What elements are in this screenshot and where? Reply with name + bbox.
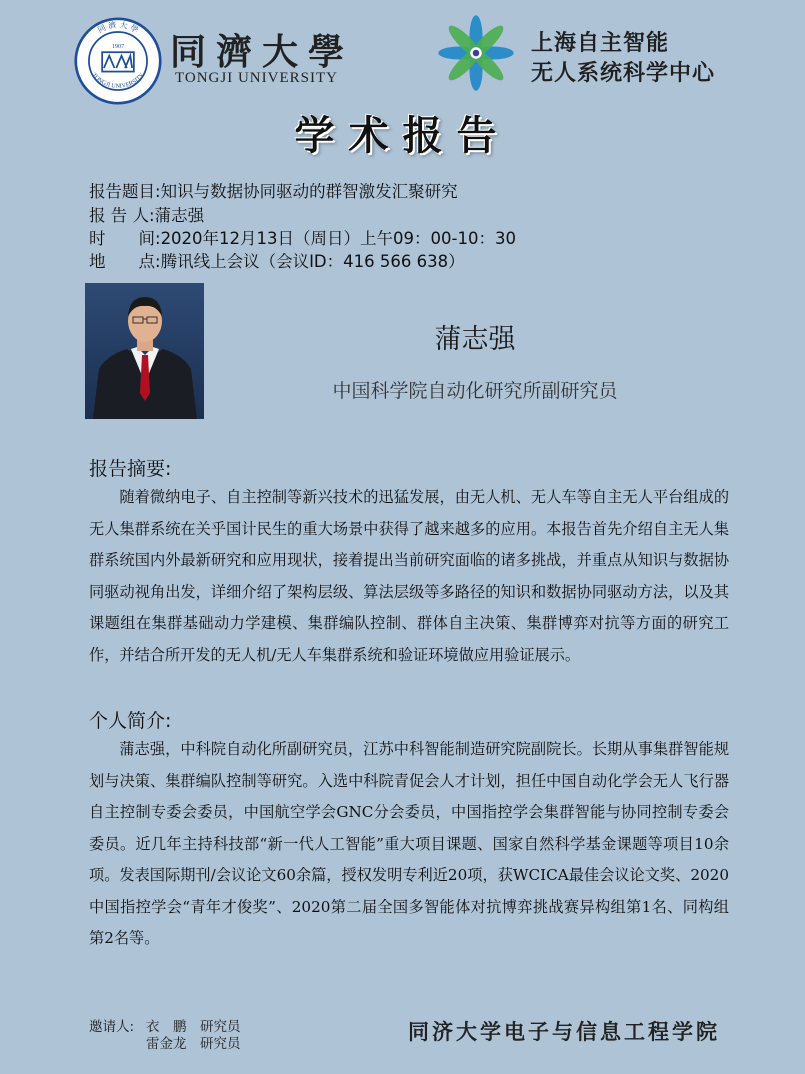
bio-text: 蒲志强，中科院自动化所副研究员，江苏中科智能制造研究院副院长。长期从事集群智能规划与决策、集群编队控制等研究。入选中科院青促会人才计划，担任中国自动化学会无人飞行器自主控制专委会委员，中国航空学会GNC分会委员，中国指控学会集群智能与协同控制专委会委员。近几年主持科技部“新一代人工智能”重大项目课题、国家自然科学基金课题等项目10余项。发表国际期刊/会议论文60余篇，授权发明专利近20项，获WCICA最佳会议论文奖、2020中国指控学会“青年才俊奖”、2020第二届全国多智能体对抗博弈挑战赛异构组第1名、同构组第2名等。	[89, 740, 729, 947]
topic-line	[89, 178, 458, 202]
inviter-1: 衣 鹏 研究员	[146, 1019, 241, 1035]
speaker-photo	[85, 283, 204, 419]
place-value: 腾讯线上会议（会议ID：416 566 638）	[160, 252, 465, 271]
place-label: 地 点:	[89, 252, 161, 271]
abstract-heading: 报告摘要:	[89, 458, 172, 480]
tongji-university-name-en: TONGJI UNIVERSITY	[175, 70, 338, 86]
speaker-name: 蒲志强	[434, 324, 516, 355]
speaker-affiliation: 中国科学院自动化研究所副研究员	[332, 380, 618, 402]
time-label: 时 间:	[89, 229, 161, 248]
place-line	[89, 248, 465, 272]
topic-label: 报告题目:	[89, 182, 161, 201]
abstract-text: 随着微纳电子、自主控制等新兴技术的迅猛发展，由无人机、无人车等自主无人平台组成的无人集群系统在关乎国计民生的重大场景中获得了越来越多的应用。本报告首先介绍自主无人集群系统国内外最新研究和应用现状，接着提出当前研究面临的诸多挑战，并重点从知识与数据协同驱动视角出发，详细介绍了架构层级、算法层级等多路径的知识和数据协同驱动方法，以及其课题组在集群基础动力学建模、集群编队控制、群体自主决策、集群博弈对抗等方面的研究工作，并结合所开发的无人机/无人车集群系统和验证环境做应用验证展示。	[89, 488, 729, 664]
center-name-line2: 无人系统科学中心	[531, 61, 716, 86]
speaker-label: 报 告 人:	[89, 206, 155, 225]
bio-heading: 个人简介:	[89, 710, 172, 732]
tongji-university-seal-logo	[74, 17, 162, 105]
inviter-label: 邀请人:	[89, 1019, 135, 1035]
inviter-2: 雷金龙 研究员	[146, 1036, 241, 1052]
time-value: 2020年12月13日（周日）上午09：00-10：30	[160, 229, 516, 248]
tongji-university-name-cn: 同濟大學	[170, 31, 355, 73]
svg-text:TONGJI UNIVERSITY: TONGJI UNIVERSITY	[90, 72, 146, 90]
svg-text:1907: 1907	[111, 43, 125, 50]
poster-title: 学术报告	[294, 112, 511, 159]
autonomous-systems-center-logo	[435, 12, 517, 94]
time-line	[89, 225, 516, 249]
topic-value: 知识与数据协同驱动的群智激发汇聚研究	[160, 182, 458, 201]
center-name-line1: 上海自主智能	[531, 31, 670, 56]
speaker-value: 蒲志强	[154, 206, 205, 225]
svg-text:同 濟 大 學: 同 濟 大 學	[96, 20, 140, 35]
speaker-line	[89, 202, 204, 226]
school-name: 同济大学电子与信息工程学院	[408, 1019, 720, 1044]
